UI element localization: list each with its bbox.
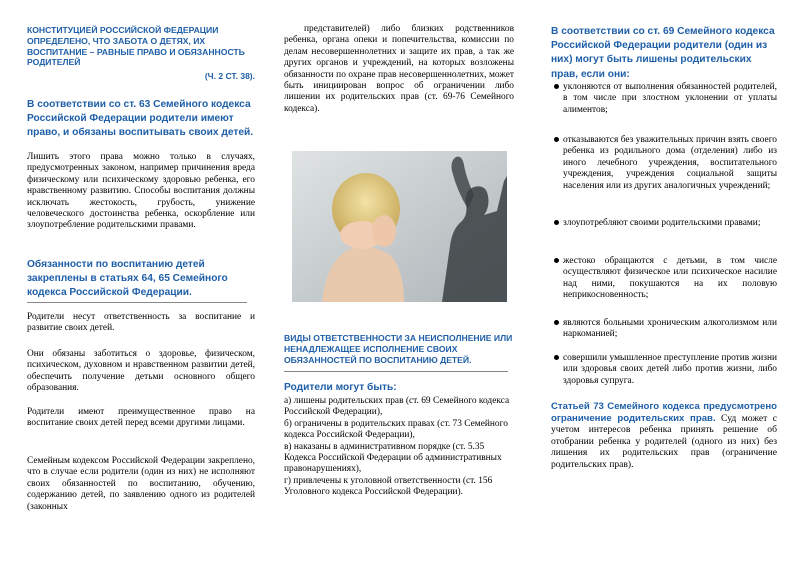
- bullet-text: являются больными хроническим алкоголизмом или наркоманией;: [563, 318, 777, 340]
- responsibility-list: [284, 396, 514, 499]
- bullet-icon: [554, 258, 559, 263]
- bullet-text: уклоняются от выполнения обязанностей родителей, в том числе при злостном уклонении от уплаты алиментов;: [563, 82, 777, 115]
- responsibility-item: а) лишены родительских прав (ст. 69 Семейного кодекса Российской Федерации),: [284, 396, 510, 418]
- continuation-text: представителей) либо близких родственников ребенка, органа опеки и попечительства, комиссии по делам несовершеннолетних и защите их прав, а так же других органов и учреждений, на которых возложены обязанности по охране прав несовершеннолетних, может быть инициирован вопрос об ограничении либо лишении их родительских прав (ст. 69-76 Семейного кодекса).: [284, 24, 514, 114]
- responsibility-types-header: ВИДЫ ОТВЕТСТВЕННОСТИ ЗА НЕИСПОЛНЕНИЕ ИЛИ НЕНАДЛЕЖАЩЕЕ ИСПОЛНЕНИЕ СВОИХ ОБЯЗАННОСТЕЙ ПО ВОСПИТАНИЮ ДЕТЕЙ.: [284, 333, 513, 365]
- section-divider: [27, 302, 247, 303]
- article-73-text: Суд может с учетом интересов ребенка принять решение об отобрании ребенка у родителей (одного из них) без лишения их родительских прав (ограничение родительских прав).: [551, 412, 777, 470]
- responsibility-item: г) привлечены к уголовной ответственности (ст. 156 Уголовного кодекса Российской Федерации).: [284, 475, 493, 498]
- responsibility-item: б) ограничены в родительских правах (ст. 73 Семейного кодекса Российской Федерации),: [284, 418, 508, 441]
- bullet-text: злоупотребляют своими родительскими правами;: [563, 218, 761, 228]
- article-64-65-header: Обязанности по воспитанию детей закреплены в статьях 64, 65 Семейного кодекса Российской Федерации.: [27, 259, 228, 299]
- paragraph-family-code: Семейным кодексом Российской Федерации закреплено, что в случае если родители (один из них) не исполняют своих обязанностей по воспитанию, обучению, содержанию детей, по заявлению одного из родителей (законных: [27, 456, 255, 512]
- bullet-text: жестоко обращаются с детьми, в том числе осуществляют физическое или психическое насилие над ними, покушаются на их половую неприкосновенность;: [563, 256, 777, 301]
- paragraph-responsibility: Родители несут ответственность за воспитание и развитие своих детей.: [27, 312, 255, 334]
- child-abuse-photo: [292, 151, 507, 302]
- photo-illustration: [292, 151, 507, 302]
- section-divider-2: [284, 371, 508, 372]
- bullet-icon: [554, 84, 559, 89]
- article-73-lead: Статьей 73 Семейного кодекса предусмотрено ограничение родительских прав.: [551, 401, 777, 424]
- parents-can-be-header: Родители могут быть:: [284, 382, 397, 393]
- paragraph-duties: Они обязаны заботиться о здоровье, физическом, психическом, духовном и нравственном развитии детей, обеспечить получение детьми основного общего образования.: [27, 349, 255, 394]
- article-69-header: В соответствии со ст. 69 Семейного кодекса Российской Федерации родители (один из них) могут быть лишены родительских прав, если они:: [551, 26, 775, 80]
- bullet-icon: [554, 220, 559, 225]
- bullet-icon: [554, 137, 559, 142]
- bullet-text: отказываются без уважительных причин взять своего ребенка из родильного дома (отделения) либо из иного лечебного учреждения, воспитательного учреждения, учреждения социальной защиты населения или из других аналогичных учреждений;: [563, 135, 777, 191]
- bullet-text: совершили умышленное преступление против жизни или здоровья своих детей либо против жизни, либо здоровья супруга.: [563, 353, 777, 386]
- constitution-header: КОНСТИТУЦИЕЙ РОССИЙСКОЙ ФЕДЕРАЦИИ ОПРЕДЕЛЕНО, ЧТО ЗАБОТА О ДЕТЯХ, ИХ ВОСПИТАНИЕ – РАВНЫЕ ПРАВО И ОБЯЗАННОСТЬ РОДИТЕЛЕЙ: [27, 25, 245, 68]
- article-63-header: В соответствии со ст. 63 Семейного кодекса Российской Федерации родители имеют право, и обязаны воспитывать своих детей.: [27, 99, 254, 139]
- article-63-text: Лишить этого права можно только в случаях, предусмотренных законом, например причинения вреда физическому или психическому здоровью ребенка, его нравственному развитию. Способы воспитания должны исключать жестокость, грубость, унижение человеческого достоинства ребенка, оскорбление или злоупотребление родительскими правами.: [27, 152, 255, 231]
- responsibility-item: в) наказаны в административном порядке (ст. 5.35 Кодекса Российской Федерации об административных правонарушениях),: [284, 441, 502, 475]
- bullet-icon: [554, 355, 559, 360]
- bullet-icon: [554, 320, 559, 325]
- constitution-reference: (Ч. 2 СТ. 38).: [204, 71, 255, 81]
- article-73-paragraph: [551, 401, 777, 471]
- paragraph-priority-right: Родители имеют преимущественное право на воспитание своих детей перед всеми другими лицами.: [27, 407, 255, 429]
